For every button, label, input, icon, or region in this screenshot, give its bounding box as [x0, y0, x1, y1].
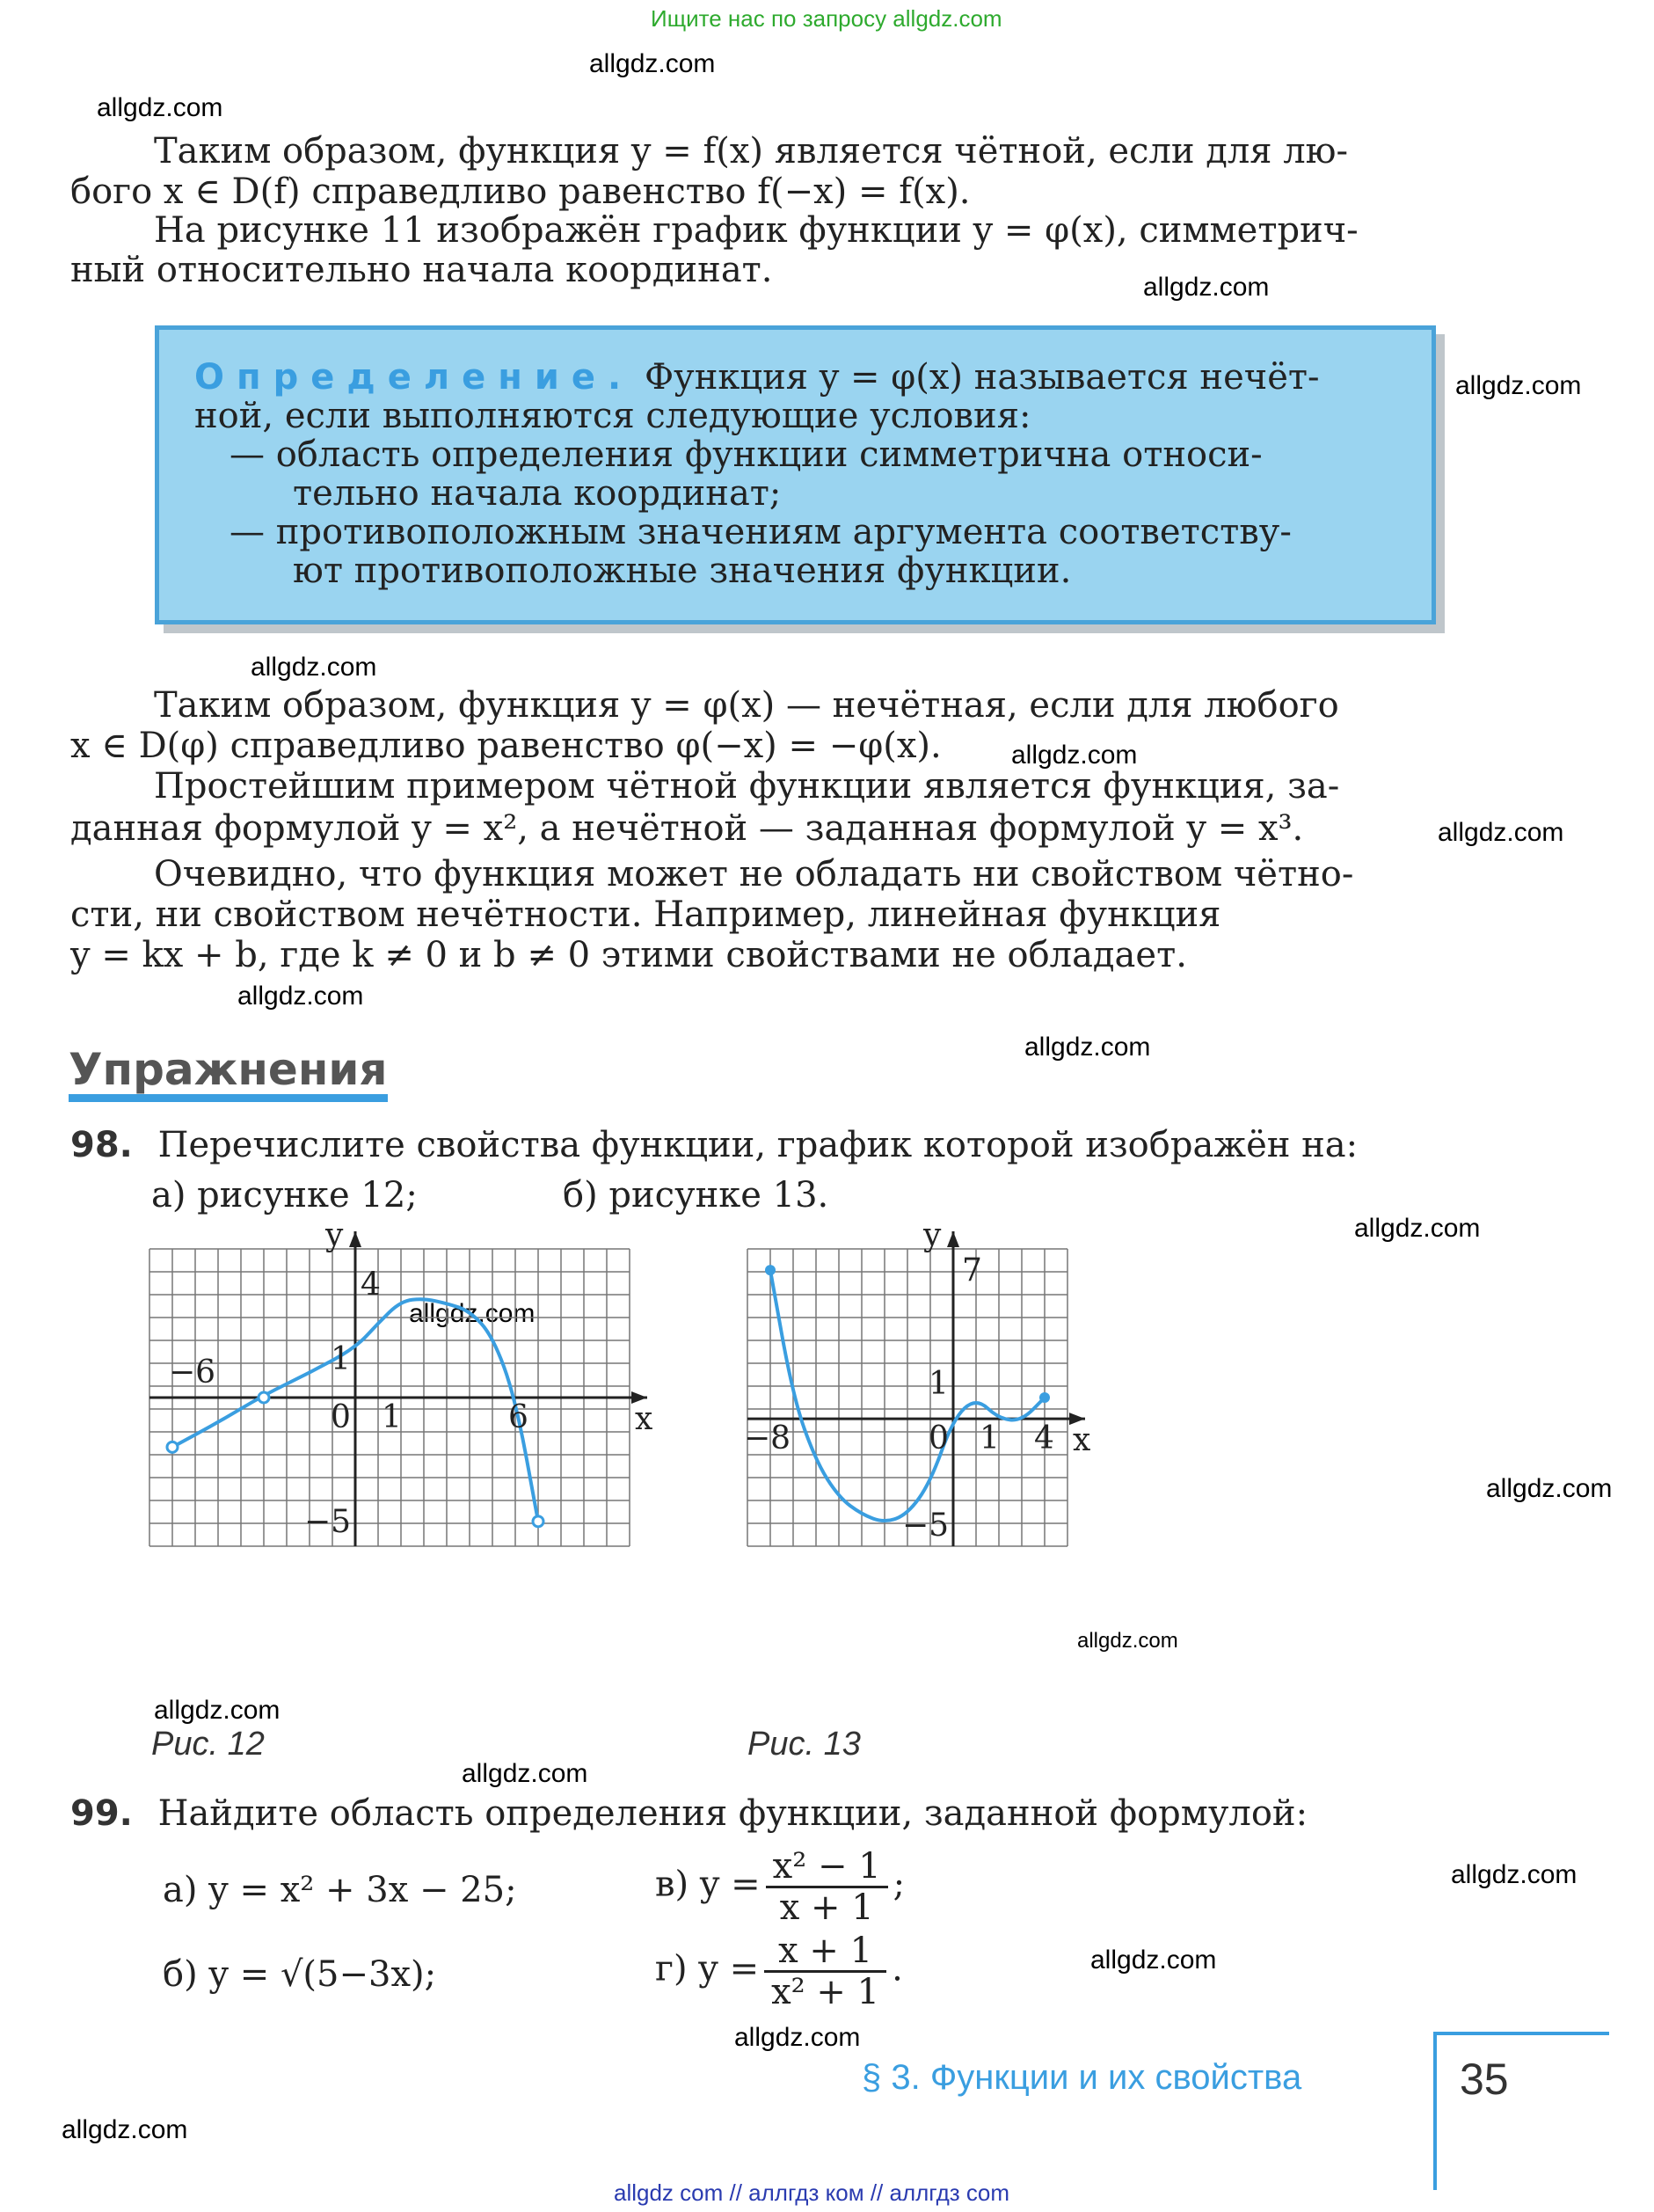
- watermark: allgdz.com: [1090, 1946, 1217, 1975]
- fraction-v: $\frac{\text{x² − 1}}{x + 1}$: [766, 1847, 888, 1927]
- exercise-99-v: в) y = $\frac{\text{x² − 1}}{x + 1}$ ;: [655, 1846, 906, 1928]
- y-axis-label: y: [325, 1217, 344, 1253]
- y-tick-1: 1: [331, 1340, 351, 1377]
- footer-divider-top: [1433, 2032, 1609, 2035]
- x-axis-label: x: [1073, 1422, 1091, 1459]
- figure-13-caption: Рис. 13: [747, 1726, 861, 1763]
- x-tick-neg6: −6: [169, 1354, 216, 1391]
- paragraph-odd-line1: Таким образом, функция y = φ(x) — нечётная, если для любого: [154, 685, 1339, 726]
- closed-endpoint: [1039, 1392, 1050, 1403]
- exercise-98-b: б) рисунке 13.: [563, 1175, 829, 1216]
- paragraph-examples-line1: Простейшим примером чётной функции является функция, за-: [154, 766, 1340, 807]
- exercise-99-number: 99.: [70, 1793, 133, 1834]
- chart-13: [744, 1217, 1090, 1546]
- watermark: allgdz.com: [1354, 1214, 1481, 1243]
- definition-line-6: ют противоположные значения функции.: [293, 551, 1072, 591]
- figure-12-caption: Рис. 12: [151, 1726, 265, 1763]
- x-tick-1: 1: [980, 1420, 1000, 1457]
- watermark: allgdz.com: [1455, 371, 1582, 400]
- paragraph-neither-line3: y = kx + b, где k ≠ 0 и b ≠ 0 этими свойствами не обладает.: [70, 935, 1187, 975]
- exercise-99-text: Найдите область определения функции, заданной формулой:: [157, 1793, 1308, 1834]
- watermark: allgdz.com: [1024, 1033, 1151, 1062]
- paragraph-odd-line2: x ∈ D(φ) справедливо равенство φ(−x) = −φ(x).: [70, 726, 942, 766]
- definition-line-5: — противоположным значениям аргумента соответству-: [230, 512, 1292, 552]
- y-tick-neg5: −5: [902, 1507, 950, 1544]
- watermark: allgdz.com: [1451, 1860, 1577, 1889]
- watermark: allgdz.com: [1438, 818, 1564, 847]
- chart-12: [149, 1217, 652, 1546]
- x-tick-4: 4: [1034, 1420, 1054, 1457]
- closed-endpoint: [765, 1265, 776, 1275]
- y-tick-neg5: −5: [304, 1503, 352, 1540]
- open-endpoint: [533, 1516, 543, 1527]
- watermark: allgdz.com: [1077, 1629, 1178, 1653]
- y-tick-4: 4: [361, 1267, 381, 1303]
- definition-line-1: Определение. Функция y = φ(x) называется нечёт-: [194, 357, 1320, 398]
- top-banner: Ищите нас по запросу allgdz.com: [651, 5, 1002, 32]
- watermark: allgdz.com: [462, 1759, 588, 1788]
- watermark: allgdz.com: [154, 1696, 281, 1725]
- figure-12-plot: [149, 1217, 1090, 1546]
- x-tick-1: 1: [382, 1399, 402, 1435]
- footer-divider: [1433, 2032, 1437, 2190]
- marked-point: [259, 1392, 269, 1403]
- paragraph-even-def-line2: бого x ∈ D(f) справедливо равенство f(−x) = f(x).: [70, 172, 971, 212]
- y-tick-1: 1: [929, 1366, 949, 1402]
- watermark: allgdz.com: [97, 93, 223, 122]
- exercise-98-text: Перечислите свойства функции, график которой изображён на:: [157, 1125, 1359, 1165]
- x-axis-label: x: [635, 1401, 653, 1437]
- exercises-heading: Упражнения: [69, 1045, 388, 1102]
- definition-title: Определение.: [194, 357, 634, 398]
- watermark: allgdz.com: [409, 1299, 536, 1328]
- exercise-99: [70, 1794, 1433, 1834]
- watermark: allgdz.com: [734, 2023, 861, 2052]
- origin-label: 0: [331, 1399, 351, 1435]
- watermark: allgdz.com: [62, 2115, 188, 2144]
- paragraph-neither-line2: сти, ни свойством нечётности. Например, линейная функция: [70, 894, 1221, 935]
- watermark: allgdz.com: [251, 653, 377, 682]
- watermark: allgdz.com: [1486, 1474, 1613, 1503]
- definition-box: [155, 325, 1436, 624]
- watermark: allgdz.com: [1011, 741, 1138, 770]
- y-axis-arrow: [947, 1231, 959, 1247]
- paragraph-examples-line2: данная формулой y = x², а нечётной — заданная формулой y = x³.: [70, 808, 1304, 849]
- y-tick-7: 7: [962, 1252, 982, 1289]
- page-number: 35: [1460, 2055, 1509, 2104]
- watermark: allgdz.com: [1143, 273, 1270, 302]
- paragraph-even-def-line1: Таким образом, функция y = f(x) является чётной, если для лю-: [154, 131, 1348, 172]
- definition-line-2: ной, если выполняются следующие условия:: [194, 396, 1031, 436]
- watermark: allgdz.com: [237, 982, 364, 1011]
- y-axis-arrow: [349, 1231, 361, 1247]
- paragraph-neither-line1: Очевидно, что функция может не обладать ни свойством чётно-: [154, 854, 1354, 894]
- exercise-99-g: г) y = $\frac{x + 1}{\text{x² + 1}}$ .: [655, 1931, 903, 2012]
- definition-line-4: тельно начала координат;: [293, 473, 782, 514]
- bottom-banner: allgdz com // аллгдз ком // аллгдз com: [614, 2179, 1010, 2206]
- section-title: § 3. Функции и их свойства: [862, 2058, 1302, 2097]
- paragraph-figure-ref-line1: На рисунке 11 изображён график функции y = φ(x), симметрич-: [154, 210, 1359, 251]
- fraction-g: $\frac{x + 1}{\text{x² + 1}}$: [764, 1931, 886, 2011]
- exercise-98-a: а) рисунке 12;: [151, 1175, 418, 1216]
- watermark: allgdz.com: [589, 49, 716, 78]
- exercise-98-number: 98.: [70, 1125, 133, 1165]
- origin-label: 0: [929, 1420, 949, 1457]
- definition-line-3: — область определения функции симметрична относи-: [230, 434, 1263, 475]
- y-axis-label: y: [923, 1217, 942, 1253]
- x-tick-neg8: −8: [744, 1420, 791, 1457]
- exercise-99-b: б) y = √(5−3x);: [163, 1954, 437, 1995]
- exercise-98: [70, 1126, 1433, 1165]
- open-endpoint: [167, 1442, 178, 1452]
- paragraph-figure-ref-line2: ный относительно начала координат.: [70, 250, 773, 290]
- exercise-99-a: а) y = x² + 3x − 25;: [163, 1870, 517, 1910]
- x-tick-6: 6: [508, 1399, 528, 1435]
- figure-12: [149, 1217, 1222, 1724]
